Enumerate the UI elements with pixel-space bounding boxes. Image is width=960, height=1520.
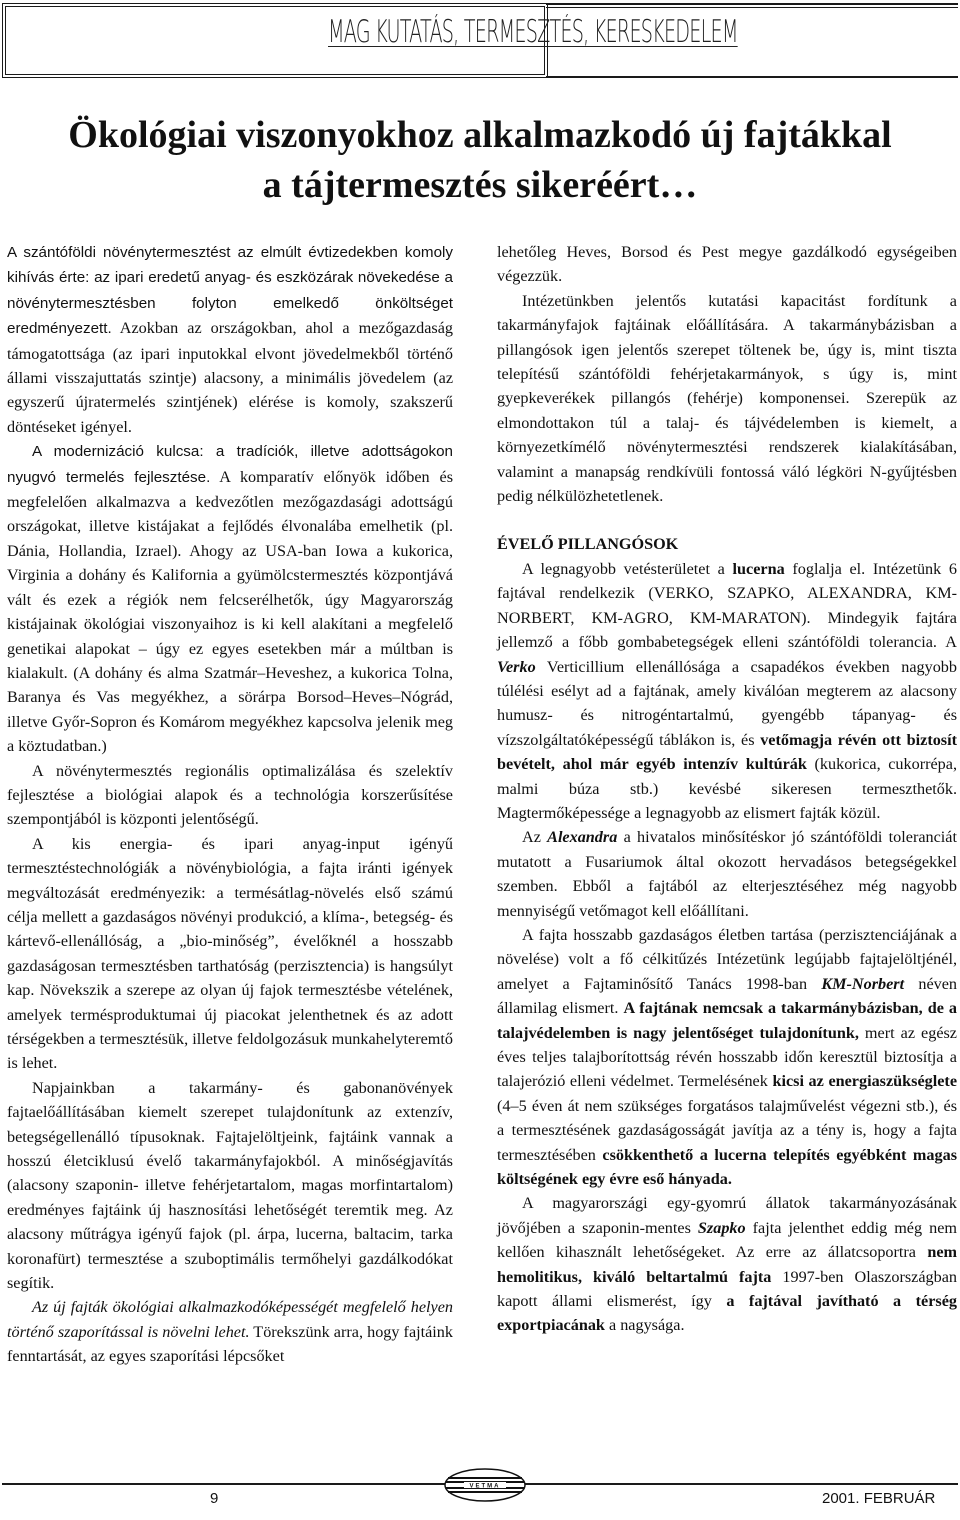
vetma-logo-icon — [440, 1465, 530, 1505]
lead-text: A szántóföldi növénytermesztést az elmúlt évtizedekben komoly kihívás érte: az ipari eredetű anyag- és eszközárak növekedése a növénytermesztésben folyton emelkedő önköltséget eredményezett. — [7, 244, 453, 338]
title-line-1: Ökológiai viszonyokhoz alkalmazkodó új fajtákkal — [68, 114, 892, 156]
article-title — [0, 110, 960, 210]
issue-date: 2001. FEBRUÁR — [822, 1490, 936, 1507]
text: A komparatív előnyök időben és megfelelően alkalmazva a kedvezőtlen mezőgazdasági adottságú országokat, illetve kistájakat a fejlődés élvonalába emelhetik (pl. Dánia, Hollandia, Izrael). Ahogy az USA-ban Iowa a kukorica, Virginia a dohány és Kalifornia a gyümölcstermesztés központjává vált és ezek a régiók nem felcserélhetők, úgy Magyarország kistájainak ökológiai viszonyaihoz is ki kell alakítani a megfelelő genetikai alapokat – úgy ez egyes esetekben már a múltban is kialakult. (A dohány és alma Szatmár–Heveshez, a kukorica Tolna, Baranya és Vas megyékhez, a sörárpa Borsod–Heves–Nógrád, illetve Győr-Sopron és Komárom megyékhez kapcsolva jelenik meg a köztudatban.) — [7, 467, 453, 756]
paragraph: lehetőleg Heves, Borsod és Pest megye gazdálkodó egységeiben végezzük. — [497, 243, 957, 286]
paragraph: Napjainkban a takarmány- és gabonanövények fajtaelőállításában kiemelt szerepet tulajdonítunk az extenzív, betegségellenálló típusoknak. Fajtajelöltjeink, fajtáink vannak a hosszú életciklusú évelő takarmányfajokból. A minőségjavítás (alacsony szaponin- illetve fehérjetartalom, magas morfintartalom) eredményes fajtáink új hasznosítási lehetőségét teremtik meg. Az alacsony műtrágya igényű fajok (pl. árpa, lucerna, baltacim, tarka koronafürt) termesztése a szuboptimális termőhelyi gazdálkodókat segítik. — [7, 1078, 453, 1293]
text: Törekszünk arra, hogy fajtáink fenntartását, az egyes szaporítási lépcsőket — [7, 1322, 453, 1366]
paragraph — [7, 240, 453, 439]
paragraph: A növénytermesztés regionális optimalizálása és szelektív fejlesztése a biológiai alapok és a technológia korszerűsítése szempontjából is központi jelentőségű. — [7, 761, 453, 829]
section-header: MAG KUTATÁS, TERMESZTÉS, KERESKEDELEM — [328, 14, 738, 50]
paragraph: Az Alexandra a hivatalos minősítéskor jó szántóföldi toleranciát mutatott a Fusariumok által okozott hervadásos betegségekkel szemben. Ebből a fajtából az elterjesztéséhez még nagyobb mennyiségű vetőmagot kell előállítani. — [497, 828, 957, 920]
title-line-2: a tájtermesztés sikeréért… — [262, 164, 698, 206]
left-column — [7, 240, 453, 1369]
text: Azokban az országokban, ahol a mezőgazdaság támogatottsága (az ipari inputokkal elvont jövedelmekből történő állami visszajuttatás szintje) alacsony, a minimális jövedelem (az egyszerű újratermelés szintjének) elérése is komoly, szakszerű döntéseket igényel. — [7, 319, 453, 436]
paragraph — [7, 1295, 453, 1368]
paragraph: A magyarországi egy-gyomrú állatok takarmányozásának jövőjében a szaponin-mentes Szapko fajta jelenthet eddig még nem kellően kihasznált lehetőségeket. Az erre az állatcsoportra nem hemolitikus, kiváló beltartalmú fajta 1997-ben Olaszországban kapott állami elismerést, így a fajtával javítható a térség exportpiacának a nagysága. — [497, 1194, 957, 1335]
right-column — [497, 240, 957, 1338]
logo-text: VETMA — [469, 1483, 501, 1490]
paragraph: A fajta hosszabb gazdaságos életben tartása (perzisztenciájának a növelése) volt a fő célkitűzés Intézetünk legújabb fajtajelöltjénél, amelyet a Fajtaminősítő Tanács 1998-ban KM-Norbert néven államilag elismert. A fajtának nemcsak a takarmánybázisban, de a talajvédelemben is nagy jelentőséget tulajdonítunk, mert az egész éves teljes talajborítottság révén hosszabb időn keresztül biztosítja a talajerózió elleni védelmet. Termelésének kicsi az energiaszükséglete (4–5 éven át nem szükséges forgatásos talajművelést végezni stb.), és a termesztésének gazdaságosságát javítja az a tény is, hogy a fajta termesztésében csökkenthető a lucerna telepítés egyébként magas költségének egy évre eső hányada. — [497, 925, 958, 1189]
paragraph: Intézetünkben jelentős kutatási kapacitást fordítunk a takarmányfajok fajtáinak előállítására. A takarmánybázisban a pillangósok igen jelentős szerepet töltenek be, úgy is, mint tiszta telepítésű szántóföldi fehérjetakarmányok, s úgy is, mint gyepkeverékek pillangós (fehérje) komponensei. Szerepük az elmondottakon túl a talaj- és tájvédelemben is kiemelt, a környezetkímélő növénytermesztési rendszerek kialakításában, valamint a manapság rendkívüli fontossá váló légköri N-gyűjtésben pedig nélkülözhetetlenek. — [497, 291, 957, 506]
italic-text: Az új fajták ökológiai alkalmazkodóképességét megfelelő helyen történő szaporítással is növelni lehet. — [7, 1298, 453, 1341]
page-number: 9 — [210, 1490, 219, 1507]
paragraph — [7, 439, 453, 758]
lead-text: A modernizáció kulcsa: a tradíciók, illetve adottságokon nyugvó termelés fejlesztése. — [7, 443, 453, 486]
paragraph: A legnagyobb vetésterületet a lucerna foglalja el. Intézetünk 6 fajtával rendelkezik (VERKO, SZAPKO, ALEXANDRA, KM-NORBERT, KM-AGRO, KM-MARATON). Mindegyik fajtára jellemző a főbb gombabetegségek elleni szántóföldi tolerancia. A Verko Verticillium ellenállósága a csapadékos években nagyobb túlélési esélyt ad a fajtának, amely kiválóan megterem az alacsony humusz- és nitrogéntartalmú, gyengébb tápanyag- és vízszolgáltatóképességű táblákon is, és vetőmagja révén ott biztosít bevételt, ahol már egyéb intenzív kultúrák (kukorica, cukorrépa, malmi búza stb.) kevésbé sikeresen termeszthetők. Magtermőképessége a legnagyobb az elismert fajták közül. — [497, 559, 958, 822]
subheading: ÉVELŐ PILLANGÓSOK — [497, 535, 679, 554]
paragraph: A kis energia- és ipari anyag-input igényű termesztéstechnológiák a növénybiológia, a fajta iránti igények megváltozását eredményezik: a termésátlag-növelés első számú célja mellett a gazdaságos növényi produkció, a klíma-, betegség- és kártevő-ellenállóság, a „bio-minőség”, évelőknél a hosszabb gazdaságosan termesztésben tarthatóság (perzisztencia) is hangsúlyt kap. Növekszik a szerepe az olyan új fajok termesztésbe vételének, amelyek termésproduktumai új piacokat jelenthetnek és az adott térségekben a termesztésük, illetve feldolgozásuk munkahelyteremtő is lehet. — [7, 834, 453, 1073]
